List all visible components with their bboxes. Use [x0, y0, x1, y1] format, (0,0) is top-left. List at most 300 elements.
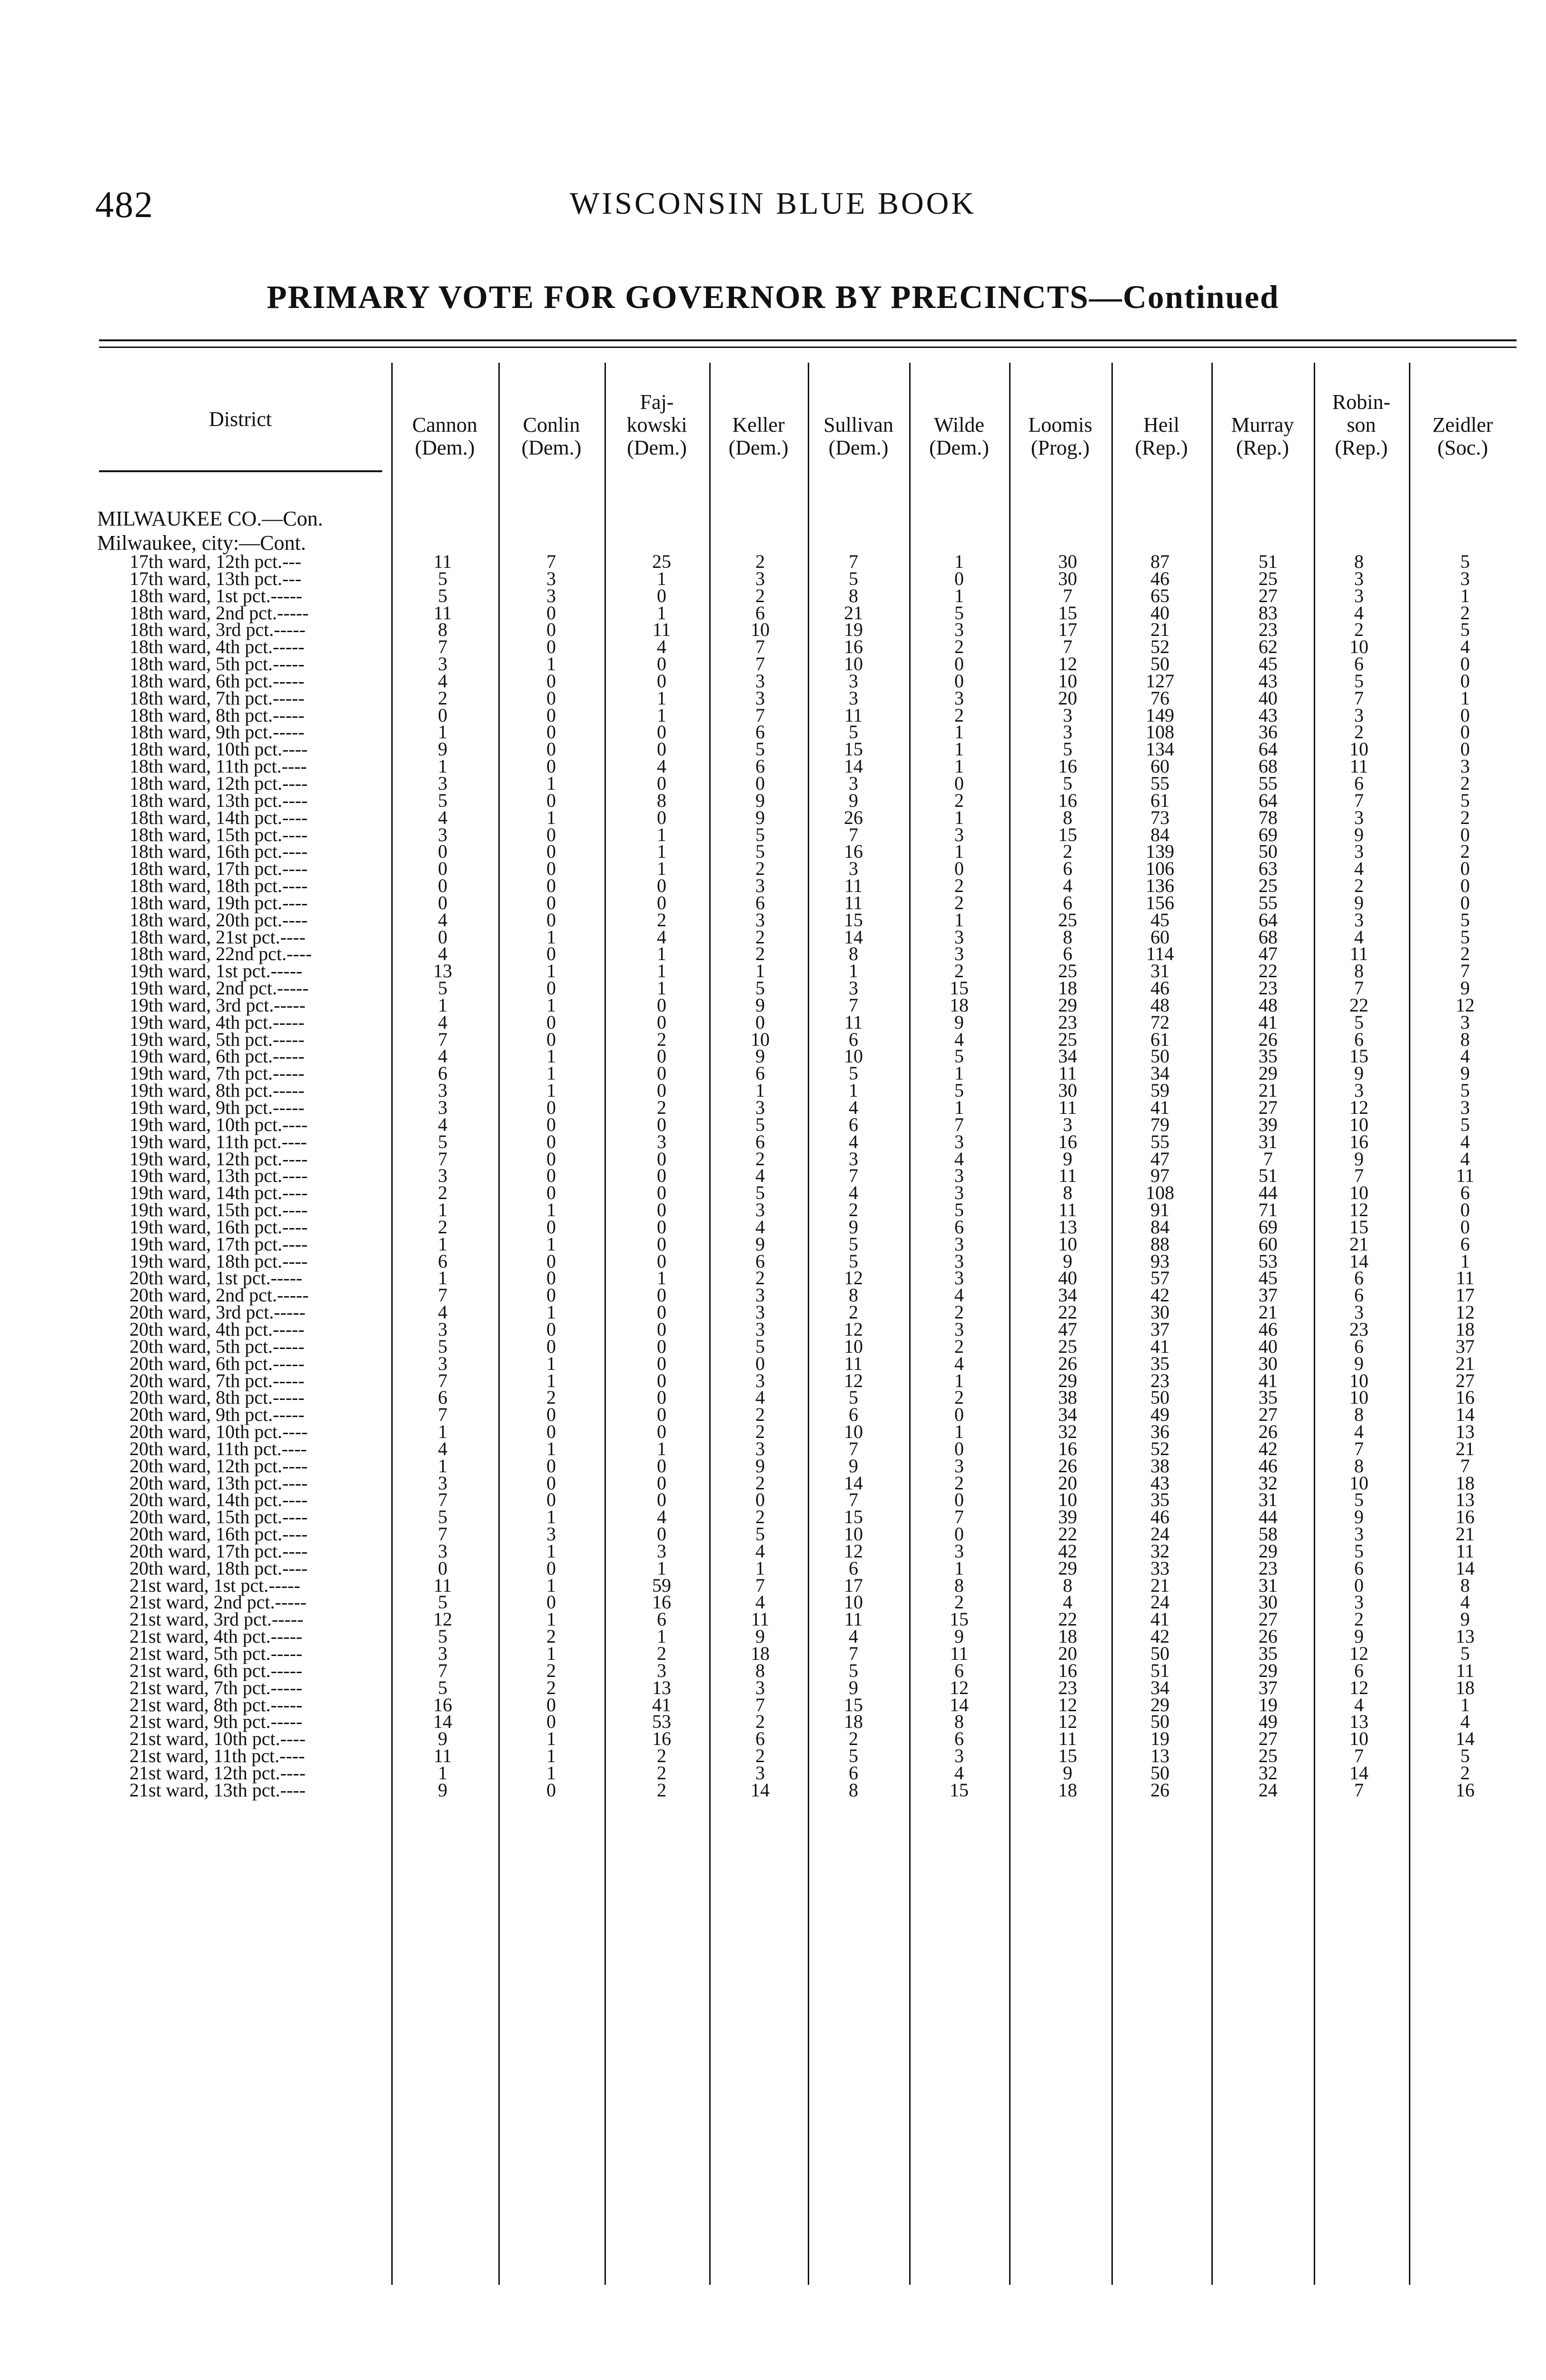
vote-count: 5	[755, 1182, 765, 1204]
vote-count: 2	[755, 585, 765, 606]
vote-count: 0	[657, 1113, 666, 1135]
vote-count: 1	[954, 551, 964, 572]
district-name: 20th ward, 3rd pct.-----	[129, 1301, 306, 1323]
vote-count: 1	[657, 1267, 666, 1289]
vote-count: 2	[954, 1335, 964, 1357]
vote-count: 15	[950, 1608, 969, 1630]
vote-count: 10	[1349, 1387, 1368, 1408]
vote-count: 4	[849, 1097, 858, 1118]
vote-count: 11	[433, 1745, 452, 1767]
vote-count: 0	[546, 704, 556, 726]
vote-count: 6	[1354, 1659, 1364, 1681]
vote-count: 1	[657, 1438, 666, 1459]
vote-count: 0	[657, 1199, 666, 1221]
vote-count: 20	[1058, 1643, 1077, 1664]
vote-count: 9	[1354, 1062, 1364, 1084]
district-name: 19th ward, 14th pct.----	[129, 1182, 308, 1204]
vote-count: 29	[1259, 1659, 1278, 1681]
vote-count: 7	[438, 1489, 447, 1511]
vote-count: 3	[755, 1318, 765, 1340]
vote-count: 4	[438, 1045, 447, 1067]
vote-count: 5	[954, 602, 964, 624]
vote-count: 14	[950, 1694, 969, 1716]
district-name: 21st ward, 4th pct.-----	[129, 1626, 303, 1647]
vote-count: 7	[546, 551, 556, 572]
vote-count: 6	[1354, 1335, 1364, 1357]
vote-count: 68	[1259, 926, 1278, 948]
column-header: Faj- kowski (Dem.)	[626, 390, 687, 459]
vote-count: 3	[849, 1148, 858, 1170]
vote-count: 24	[1259, 1779, 1278, 1801]
district-name: 20th ward, 11th pct.----	[129, 1438, 307, 1459]
vote-count: 11	[433, 551, 452, 572]
vote-count: 3	[1354, 909, 1364, 931]
vote-count: 2	[657, 1779, 666, 1801]
district-name: 21st ward, 12th pct.----	[129, 1762, 306, 1784]
vote-count: 10	[1349, 636, 1368, 658]
vote-count: 0	[438, 704, 447, 726]
vote-count: 1	[438, 721, 447, 743]
vote-count: 11	[433, 1574, 452, 1596]
vote-count: 3	[1063, 1113, 1072, 1135]
vote-count: 3	[755, 1199, 765, 1221]
vote-count: 42	[1058, 1540, 1077, 1562]
vote-count: 3	[1354, 806, 1364, 828]
vote-count: 12	[1058, 653, 1077, 675]
vote-count: 1	[849, 1080, 858, 1101]
vote-count: 9	[954, 1011, 964, 1033]
vote-count: 34	[1058, 1045, 1077, 1067]
vote-count: 9	[1354, 1352, 1364, 1374]
vote-count: 1	[546, 1233, 556, 1255]
vote-count: 10	[1349, 1472, 1368, 1494]
district-name: 18th ward, 8th pct.-----	[129, 704, 305, 726]
vote-count: 0	[657, 653, 666, 675]
vote-count: 1	[546, 1608, 556, 1630]
vote-count: 30	[1058, 567, 1077, 589]
vote-count: 2	[954, 1387, 964, 1408]
vote-count: 4	[755, 1216, 765, 1238]
vote-count: 9	[755, 789, 765, 811]
vote-count: 5	[849, 1745, 858, 1767]
vote-count: 10	[1349, 1728, 1368, 1750]
vote-count: 5	[849, 1659, 858, 1681]
vote-count: 0	[657, 1404, 666, 1426]
vote-count: 5	[438, 1626, 447, 1647]
vote-count: 18	[950, 994, 969, 1016]
vote-count: 7	[1354, 1438, 1364, 1459]
vote-count: 44	[1259, 1506, 1278, 1528]
vote-count: 5	[1354, 1011, 1364, 1033]
vote-count: 3	[1354, 704, 1364, 726]
vote-count: 7	[1263, 1148, 1273, 1170]
vote-count: 44	[1259, 1182, 1278, 1204]
vote-count: 55	[1259, 892, 1278, 913]
district-name: 20th ward, 16th pct.----	[129, 1523, 308, 1545]
vote-count: 45	[1259, 653, 1278, 675]
vote-count: 32	[1259, 1762, 1278, 1784]
vote-count: 26	[1259, 1028, 1278, 1050]
vote-count: 6	[657, 1608, 666, 1630]
vote-count: 0	[657, 1080, 666, 1101]
vote-count: 27	[1259, 585, 1278, 606]
table-top-rule-inner	[99, 347, 1516, 348]
vote-count: 7	[438, 1523, 447, 1545]
vote-count: 3	[849, 772, 858, 794]
vote-count: 2	[438, 1182, 447, 1204]
vote-count: 16	[1456, 1779, 1475, 1801]
vote-count: 9	[1460, 977, 1470, 999]
vote-count: 0	[546, 1489, 556, 1511]
vote-count: 22	[1058, 1523, 1077, 1545]
vote-count: 4	[438, 1113, 447, 1135]
vote-count: 27	[1259, 1097, 1278, 1118]
vote-count: 7	[438, 1028, 447, 1050]
vote-count: 12	[1349, 1676, 1368, 1698]
column-divider	[605, 363, 606, 2285]
vote-count: 5	[755, 1335, 765, 1357]
column-header: Cannon (Dem.)	[412, 413, 477, 459]
vote-count: 6	[849, 1762, 858, 1784]
vote-count: 8	[1354, 1404, 1364, 1426]
vote-count: 23	[1349, 1318, 1368, 1340]
district-name: 19th ward, 4th pct.-----	[129, 1011, 305, 1033]
vote-count: 0	[546, 619, 556, 641]
district-name: 20th ward, 13th pct.----	[129, 1472, 308, 1494]
vote-count: 0	[546, 670, 556, 692]
vote-count: 3	[1354, 841, 1364, 863]
vote-count: 34	[1058, 1404, 1077, 1426]
vote-count: 0	[546, 721, 556, 743]
vote-count: 4	[438, 1301, 447, 1323]
vote-count: 41	[1150, 1097, 1169, 1118]
vote-count: 64	[1259, 738, 1278, 760]
vote-count: 0	[546, 1130, 556, 1152]
vote-count: 3	[755, 687, 765, 709]
vote-count: 5	[1354, 1489, 1364, 1511]
vote-count: 22	[1259, 960, 1278, 982]
vote-count: 43	[1259, 670, 1278, 692]
vote-count: 0	[546, 909, 556, 931]
district-name: 21st ward, 13th pct.----	[129, 1779, 306, 1801]
vote-count: 2	[1460, 602, 1470, 624]
vote-count: 1	[438, 994, 447, 1016]
vote-count: 33	[1150, 1557, 1169, 1579]
vote-count: 1	[657, 1626, 666, 1647]
vote-count: 0	[546, 738, 556, 760]
vote-count: 18	[844, 1711, 863, 1733]
vote-count: 78	[1259, 806, 1278, 828]
vote-count: 4	[438, 1438, 447, 1459]
column-divider	[1211, 363, 1213, 2285]
vote-count: 12	[433, 1608, 452, 1630]
vote-count: 10	[751, 1028, 770, 1050]
vote-count: 1	[546, 1506, 556, 1528]
vote-count: 6	[1063, 892, 1072, 913]
vote-count: 26	[1058, 1352, 1077, 1374]
vote-count: 6	[1354, 1557, 1364, 1579]
vote-count: 11	[1456, 1659, 1475, 1681]
vote-count: 6	[438, 1062, 447, 1084]
column-header: Sullivan (Dem.)	[823, 413, 893, 459]
vote-count: 11	[844, 875, 863, 897]
vote-count: 69	[1259, 1216, 1278, 1238]
vote-count: 15	[1058, 602, 1077, 624]
vote-count: 11	[844, 704, 863, 726]
district-name: 20th ward, 5th pct.-----	[129, 1335, 305, 1357]
district-name: 19th ward, 6th pct.-----	[129, 1045, 305, 1067]
district-name: 20th ward, 6th pct.-----	[129, 1352, 305, 1374]
vote-count: 41	[652, 1694, 671, 1716]
vote-count: 60	[1259, 1233, 1278, 1255]
vote-count: 114	[1146, 943, 1174, 965]
vote-count: 3	[954, 1455, 964, 1477]
vote-count: 37	[1259, 1676, 1278, 1698]
vote-count: 50	[1150, 1762, 1169, 1784]
vote-count: 8	[954, 1574, 964, 1596]
vote-count: 46	[1150, 567, 1169, 589]
vote-count: 0	[546, 1148, 556, 1170]
vote-count: 0	[657, 670, 666, 692]
vote-count: 1	[546, 1438, 556, 1459]
vote-count: 1	[438, 1762, 447, 1784]
vote-count: 53	[652, 1711, 671, 1733]
vote-count: 6	[1354, 653, 1364, 675]
vote-count: 60	[1150, 755, 1169, 777]
district-name: 18th ward, 14th pct.----	[129, 806, 308, 828]
vote-count: 29	[1259, 1540, 1278, 1562]
vote-count: 27	[1456, 1369, 1475, 1391]
vote-count: 1	[657, 858, 666, 880]
vote-count: 0	[438, 892, 447, 913]
vote-count: 1	[1460, 1250, 1470, 1272]
vote-count: 2	[1354, 721, 1364, 743]
vote-count: 84	[1150, 823, 1169, 845]
vote-count: 9	[1354, 823, 1364, 845]
vote-count: 53	[1259, 1250, 1278, 1272]
vote-count: 4	[1460, 1045, 1470, 1067]
vote-count: 4	[1460, 1130, 1470, 1152]
vote-count: 1	[657, 704, 666, 726]
vote-count: 1	[954, 585, 964, 606]
vote-count: 3	[755, 1438, 765, 1459]
vote-count: 5	[438, 1591, 447, 1613]
vote-count: 42	[1259, 1438, 1278, 1459]
vote-count: 0	[657, 1335, 666, 1357]
vote-count: 22	[1058, 1608, 1077, 1630]
vote-count: 59	[652, 1574, 671, 1596]
district-name: 19th ward, 11th pct.----	[129, 1130, 307, 1152]
vote-count: 9	[755, 806, 765, 828]
vote-count: 17	[844, 1574, 863, 1596]
vote-count: 3	[657, 1659, 666, 1681]
vote-count: 0	[657, 1165, 666, 1187]
vote-count: 40	[1259, 687, 1278, 709]
column-divider	[1409, 363, 1410, 2285]
vote-count: 5	[438, 1335, 447, 1357]
vote-count: 4	[438, 1011, 447, 1033]
vote-count: 2	[954, 1301, 964, 1323]
district-name: 20th ward, 10th pct.----	[129, 1421, 308, 1443]
vote-count: 3	[755, 1097, 765, 1118]
vote-count: 11	[1349, 943, 1368, 965]
district-name: 21st ward, 9th pct.-----	[129, 1711, 303, 1733]
vote-count: 5	[755, 823, 765, 845]
vote-count: 3	[954, 619, 964, 641]
vote-count: 6	[1063, 943, 1072, 965]
vote-count: 0	[1460, 738, 1470, 760]
district-name: 19th ward, 3rd pct.-----	[129, 994, 306, 1016]
vote-count: 32	[1150, 1540, 1169, 1562]
vote-count: 0	[546, 892, 556, 913]
vote-count: 4	[954, 1762, 964, 1784]
header-rule	[99, 470, 382, 472]
vote-count: 0	[546, 1421, 556, 1443]
district-name: 21st ward, 6th pct.-----	[129, 1659, 303, 1681]
vote-count: 35	[1259, 1643, 1278, 1664]
vote-count: 11	[844, 1352, 863, 1374]
vote-count: 1	[954, 738, 964, 760]
vote-count: 2	[546, 1659, 556, 1681]
vote-count: 139	[1146, 841, 1174, 863]
vote-count: 0	[546, 1028, 556, 1050]
vote-count: 9	[438, 738, 447, 760]
vote-count: 60	[1150, 926, 1169, 948]
vote-count: 5	[1460, 1080, 1470, 1101]
vote-count: 0	[755, 1489, 765, 1511]
vote-count: 136	[1146, 875, 1174, 897]
vote-count: 27	[1259, 1404, 1278, 1426]
vote-count: 0	[546, 823, 556, 845]
vote-count: 5	[1460, 909, 1470, 931]
vote-count: 26	[1259, 1626, 1278, 1647]
vote-count: 2	[657, 1643, 666, 1664]
vote-count: 1	[657, 977, 666, 999]
vote-count: 4	[954, 1148, 964, 1170]
district-name: 18th ward, 16th pct.----	[129, 841, 308, 863]
vote-count: 2	[546, 1676, 556, 1698]
vote-count: 5	[849, 1233, 858, 1255]
vote-count: 8	[1063, 926, 1072, 948]
vote-count: 149	[1146, 704, 1174, 726]
vote-count: 11	[1456, 1165, 1475, 1187]
vote-count: 0	[954, 567, 964, 589]
vote-count: 21	[1259, 1301, 1278, 1323]
vote-count: 1	[546, 1643, 556, 1664]
district-name: 18th ward, 19th pct.----	[129, 892, 308, 913]
vote-count: 1	[438, 1233, 447, 1255]
vote-count: 0	[438, 875, 447, 897]
vote-count: 0	[657, 1062, 666, 1084]
vote-count: 18	[1058, 1779, 1077, 1801]
vote-count: 1	[546, 994, 556, 1016]
vote-count: 0	[657, 1284, 666, 1306]
vote-count: 6	[849, 1113, 858, 1135]
vote-count: 11	[950, 1643, 969, 1664]
vote-count: 0	[657, 1318, 666, 1340]
vote-count: 9	[438, 1728, 447, 1750]
vote-count: 2	[755, 1745, 765, 1767]
vote-count: 16	[652, 1591, 671, 1613]
vote-count: 3	[954, 926, 964, 948]
vote-count: 9	[1063, 1250, 1072, 1272]
vote-count: 3	[755, 1301, 765, 1323]
vote-count: 0	[657, 721, 666, 743]
district-name: 20th ward, 17th pct.----	[129, 1540, 308, 1562]
vote-count: 13	[1456, 1489, 1475, 1511]
vote-count: 2	[438, 1216, 447, 1238]
vote-count: 7	[438, 636, 447, 658]
vote-count: 3	[1354, 567, 1364, 589]
vote-count: 51	[1259, 1165, 1278, 1187]
vote-count: 69	[1259, 823, 1278, 845]
vote-count: 10	[844, 653, 863, 675]
vote-count: 0	[546, 636, 556, 658]
vote-count: 9	[1354, 892, 1364, 913]
district-name: 20th ward, 1st pct.-----	[129, 1267, 303, 1289]
vote-count: 0	[546, 1267, 556, 1289]
vote-count: 1	[438, 755, 447, 777]
vote-count: 8	[1460, 1574, 1470, 1596]
vote-count: 1	[546, 1728, 556, 1750]
vote-count: 35	[1150, 1352, 1169, 1374]
vote-count: 36	[1259, 721, 1278, 743]
vote-count: 3	[954, 1182, 964, 1204]
vote-count: 20	[1058, 1472, 1077, 1494]
district-name: 21st ward, 10th pct.----	[129, 1728, 306, 1750]
vote-count: 1	[546, 653, 556, 675]
vote-count: 5	[954, 1080, 964, 1101]
vote-count: 3	[546, 1523, 556, 1545]
vote-count: 4	[1460, 1591, 1470, 1613]
vote-count: 2	[954, 704, 964, 726]
vote-count: 30	[1259, 1591, 1278, 1613]
vote-count: 17	[1456, 1284, 1475, 1306]
vote-count: 8	[849, 1284, 858, 1306]
vote-count: 0	[546, 1779, 556, 1801]
vote-count: 2	[1354, 619, 1364, 641]
vote-count: 1	[438, 1199, 447, 1221]
vote-count: 87	[1150, 551, 1169, 572]
vote-count: 0	[755, 1011, 765, 1033]
vote-count: 0	[657, 1489, 666, 1511]
vote-count: 2	[657, 909, 666, 931]
vote-count: 31	[1259, 1574, 1278, 1596]
district-name: 18th ward, 11th pct.----	[129, 755, 307, 777]
vote-count: 0	[755, 1352, 765, 1374]
vote-count: 2	[755, 943, 765, 965]
district-name: 17th ward, 13th pct.---	[129, 567, 302, 589]
vote-count: 55	[1259, 772, 1278, 794]
vote-count: 6	[755, 1250, 765, 1272]
vote-count: 0	[546, 1404, 556, 1426]
vote-count: 3	[755, 567, 765, 589]
district-name: 20th ward, 2nd pct.-----	[129, 1284, 309, 1306]
vote-count: 10	[844, 1335, 863, 1357]
vote-count: 7	[849, 994, 858, 1016]
vote-count: 2	[755, 1404, 765, 1426]
vote-count: 15	[844, 1506, 863, 1528]
vote-count: 11	[1058, 1062, 1077, 1084]
vote-count: 1	[438, 1267, 447, 1289]
vote-count: 4	[1460, 636, 1470, 658]
vote-count: 1	[657, 1557, 666, 1579]
vote-count: 10	[1349, 1369, 1368, 1391]
district-name: 19th ward, 18th pct.----	[129, 1250, 308, 1272]
vote-count: 1	[954, 1421, 964, 1443]
vote-count: 12	[950, 1676, 969, 1698]
district-name: 19th ward, 10th pct.----	[129, 1113, 308, 1135]
